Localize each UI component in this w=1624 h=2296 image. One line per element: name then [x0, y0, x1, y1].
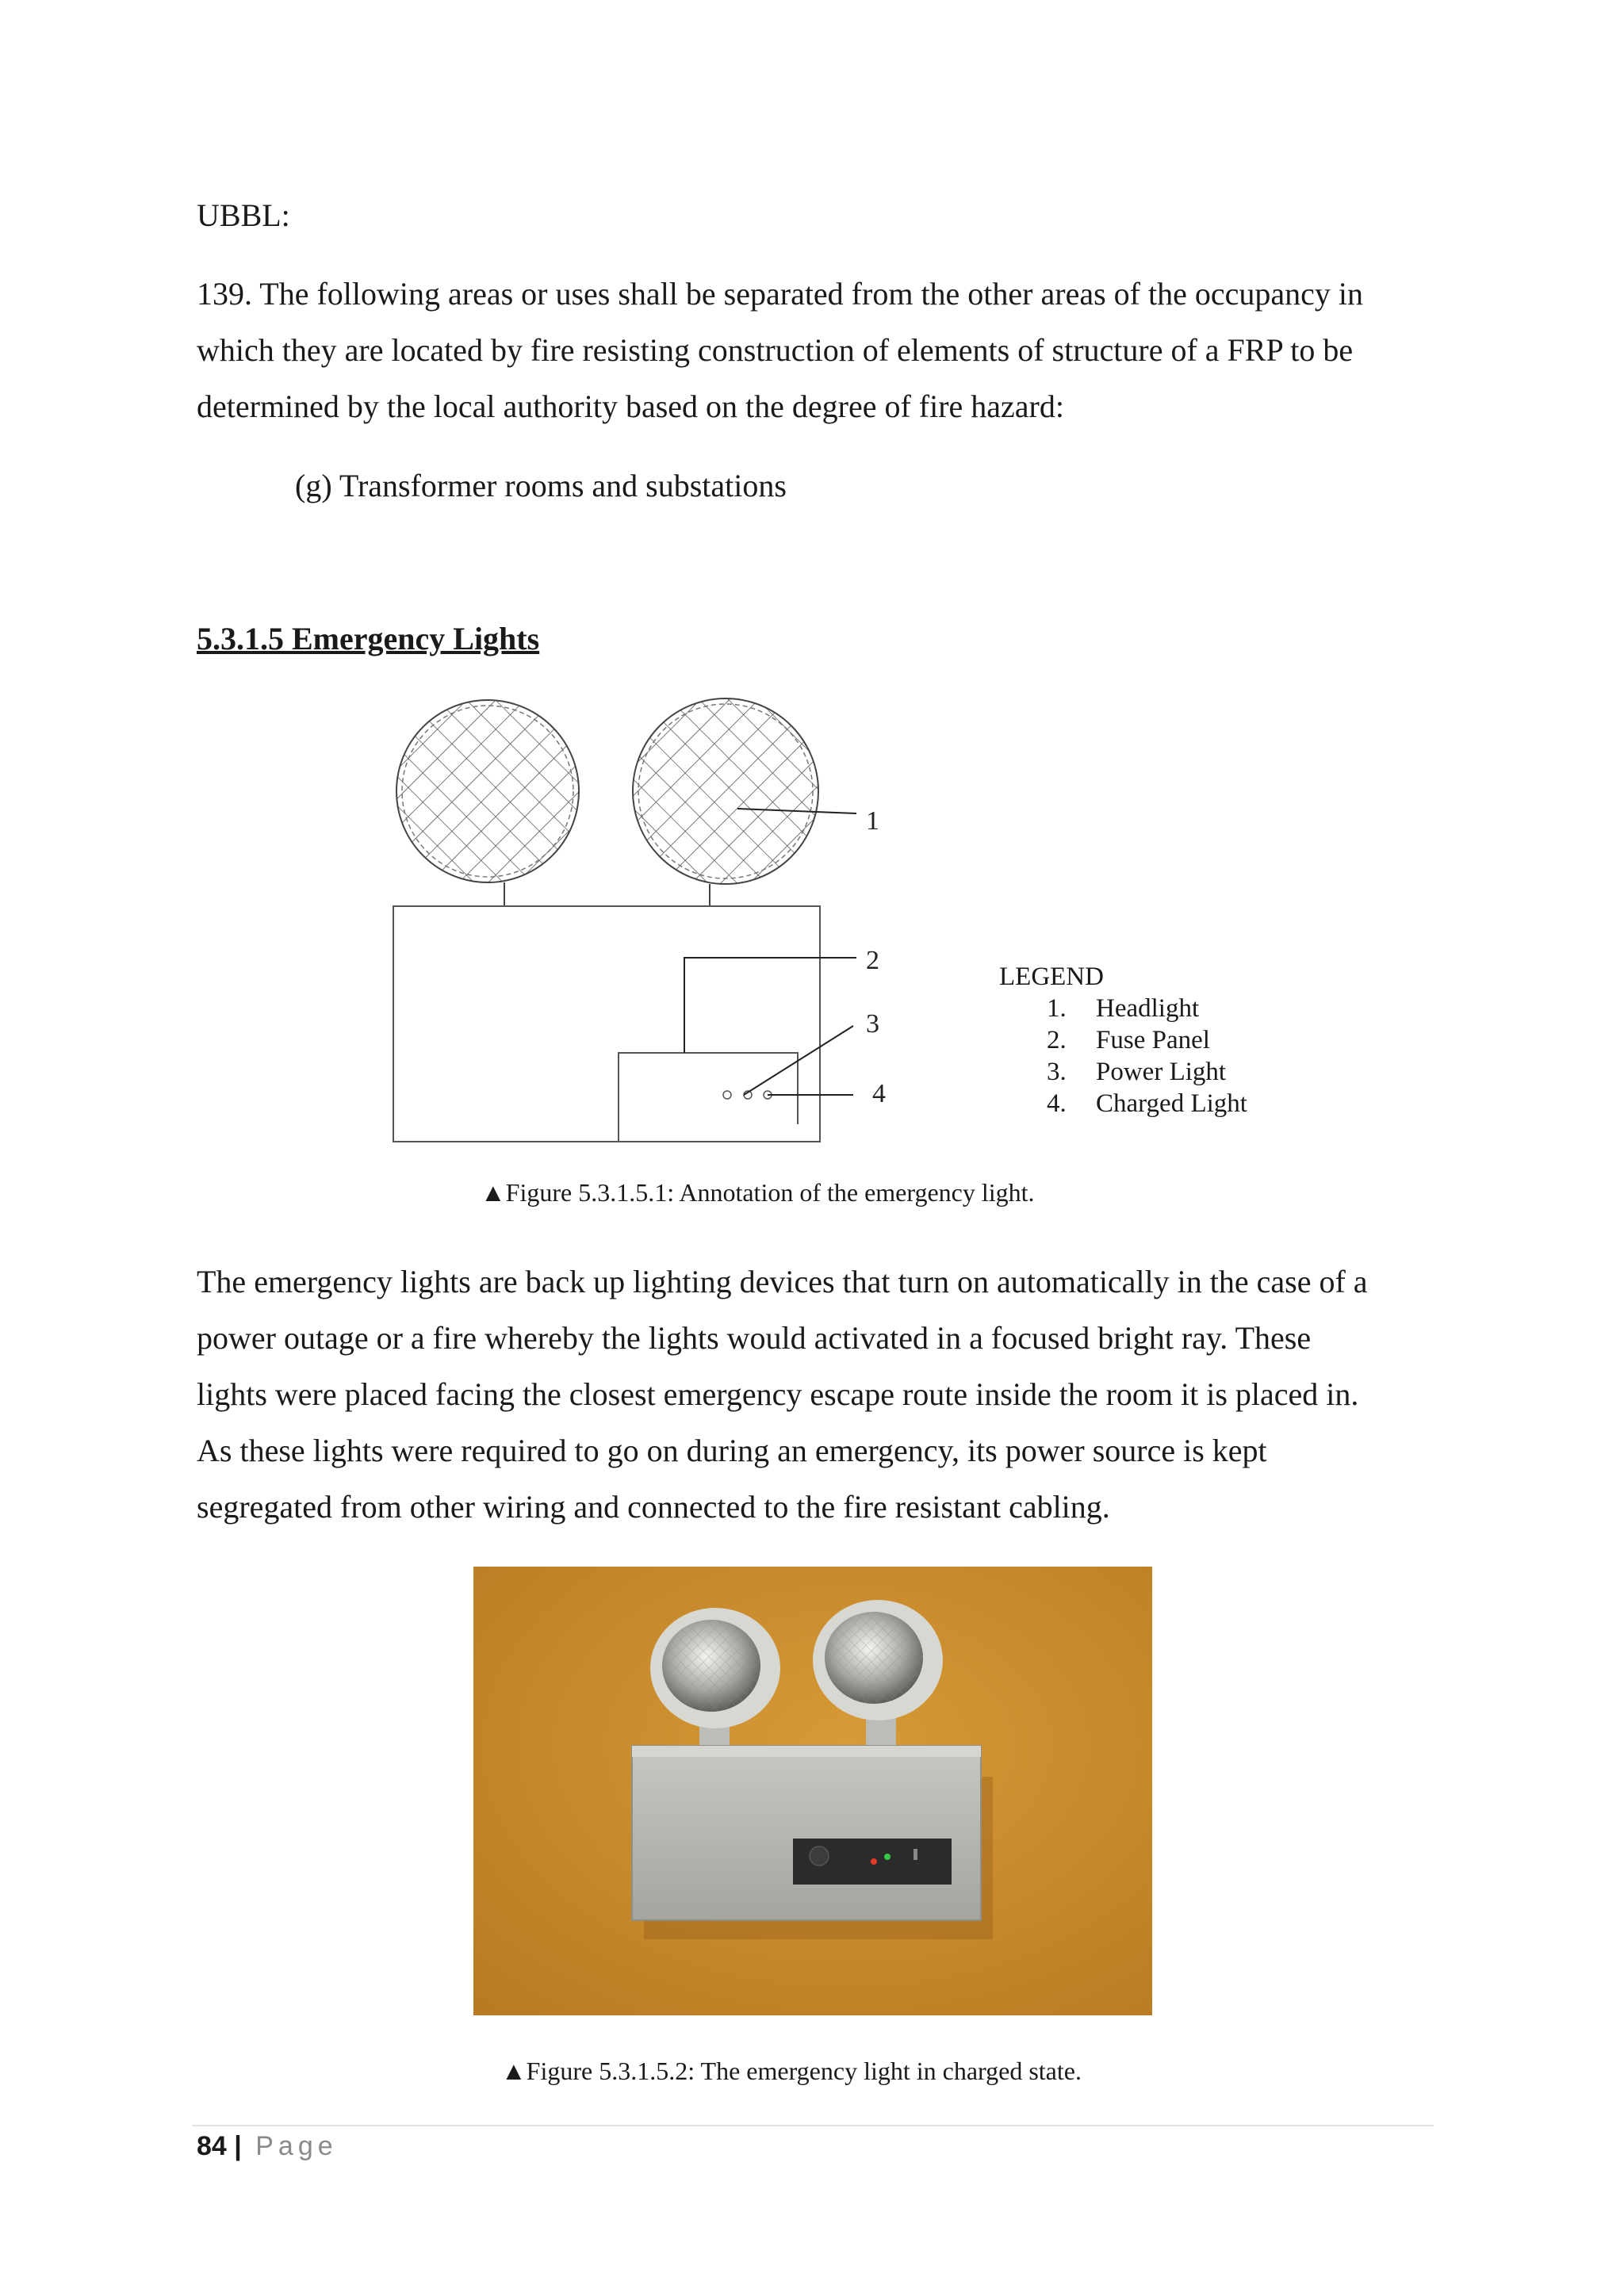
callout-4: 4 — [872, 1079, 886, 1108]
page-label: Page — [255, 2131, 338, 2161]
unit-housing — [632, 1746, 981, 1920]
body-line-3: lights were placed facing the closest emergency escape route inside the room it is placed in. — [197, 1376, 1359, 1412]
leader-line-2 — [684, 958, 856, 1053]
test-button — [810, 1846, 829, 1866]
legend-item: 3. Power Light — [1047, 1058, 1227, 1086]
unit-body — [393, 906, 820, 1142]
footer-separator: | — [234, 2131, 242, 2161]
power-light — [871, 1858, 877, 1865]
lamp-left — [650, 1608, 780, 1728]
figure-2-caption: ▲Figure 5.3.1.5.2: The emergency light in charged state. — [501, 2057, 1082, 2085]
body-line-2: power outage or a fire whereby the lights would activated in a focused bright ray. These — [197, 1320, 1312, 1356]
legend-title: LEGEND — [999, 962, 1104, 991]
page-number: 84 — [197, 2131, 227, 2161]
clause-item-g: (g) Transformer rooms and substations — [295, 468, 787, 503]
legend-item: 2. Fuse Panel — [1047, 1026, 1210, 1054]
headlight-right — [633, 698, 818, 884]
triangle-marker-icon: ▲ — [481, 1178, 506, 1207]
emergency-light-photo — [473, 1567, 1152, 2015]
clause-line-2: which they are located by fire resisting construction of elements of structure of a FRP to be — [197, 332, 1354, 368]
callout-2: 2 — [866, 946, 879, 975]
indicator-dot-1 — [723, 1091, 731, 1099]
legend-item: 4. Charged Light — [1047, 1089, 1247, 1118]
body-line-4: As these lights were required to go on during an emergency, its power source is kept — [197, 1433, 1267, 1468]
footer-divider — [192, 2125, 1434, 2126]
ubbl-label: UBBL: — [197, 197, 290, 233]
body-line-5: segregated from other wiring and connected to the fire resistant cabling. — [197, 1489, 1110, 1525]
figure-1-caption: ▲Figure 5.3.1.5.1: Annotation of the emergency light. — [481, 1178, 1035, 1207]
callout-3: 3 — [866, 1009, 879, 1039]
clause-line-3: determined by the local authority based on the degree of fire hazard: — [197, 388, 1064, 424]
fuse-holder — [914, 1849, 917, 1860]
body-line-1: The emergency lights are back up lighting devices that turn on automatically in the case of a — [197, 1264, 1368, 1299]
clause-line-1: 139. The following areas or uses shall be separated from the other areas of the occupancy in — [197, 276, 1363, 312]
diagram-legend — [999, 961, 1247, 1119]
legend-item: 1. Headlight — [1047, 994, 1200, 1023]
page-footer — [197, 2131, 338, 2162]
triangle-marker-icon: ▲ — [501, 2057, 527, 2085]
lamp-right — [813, 1600, 943, 1720]
section-heading: 5.3.1.5 Emergency Lights — [197, 621, 540, 656]
charged-light — [884, 1854, 891, 1860]
headlight-left — [396, 700, 579, 882]
callout-1: 1 — [866, 806, 879, 836]
